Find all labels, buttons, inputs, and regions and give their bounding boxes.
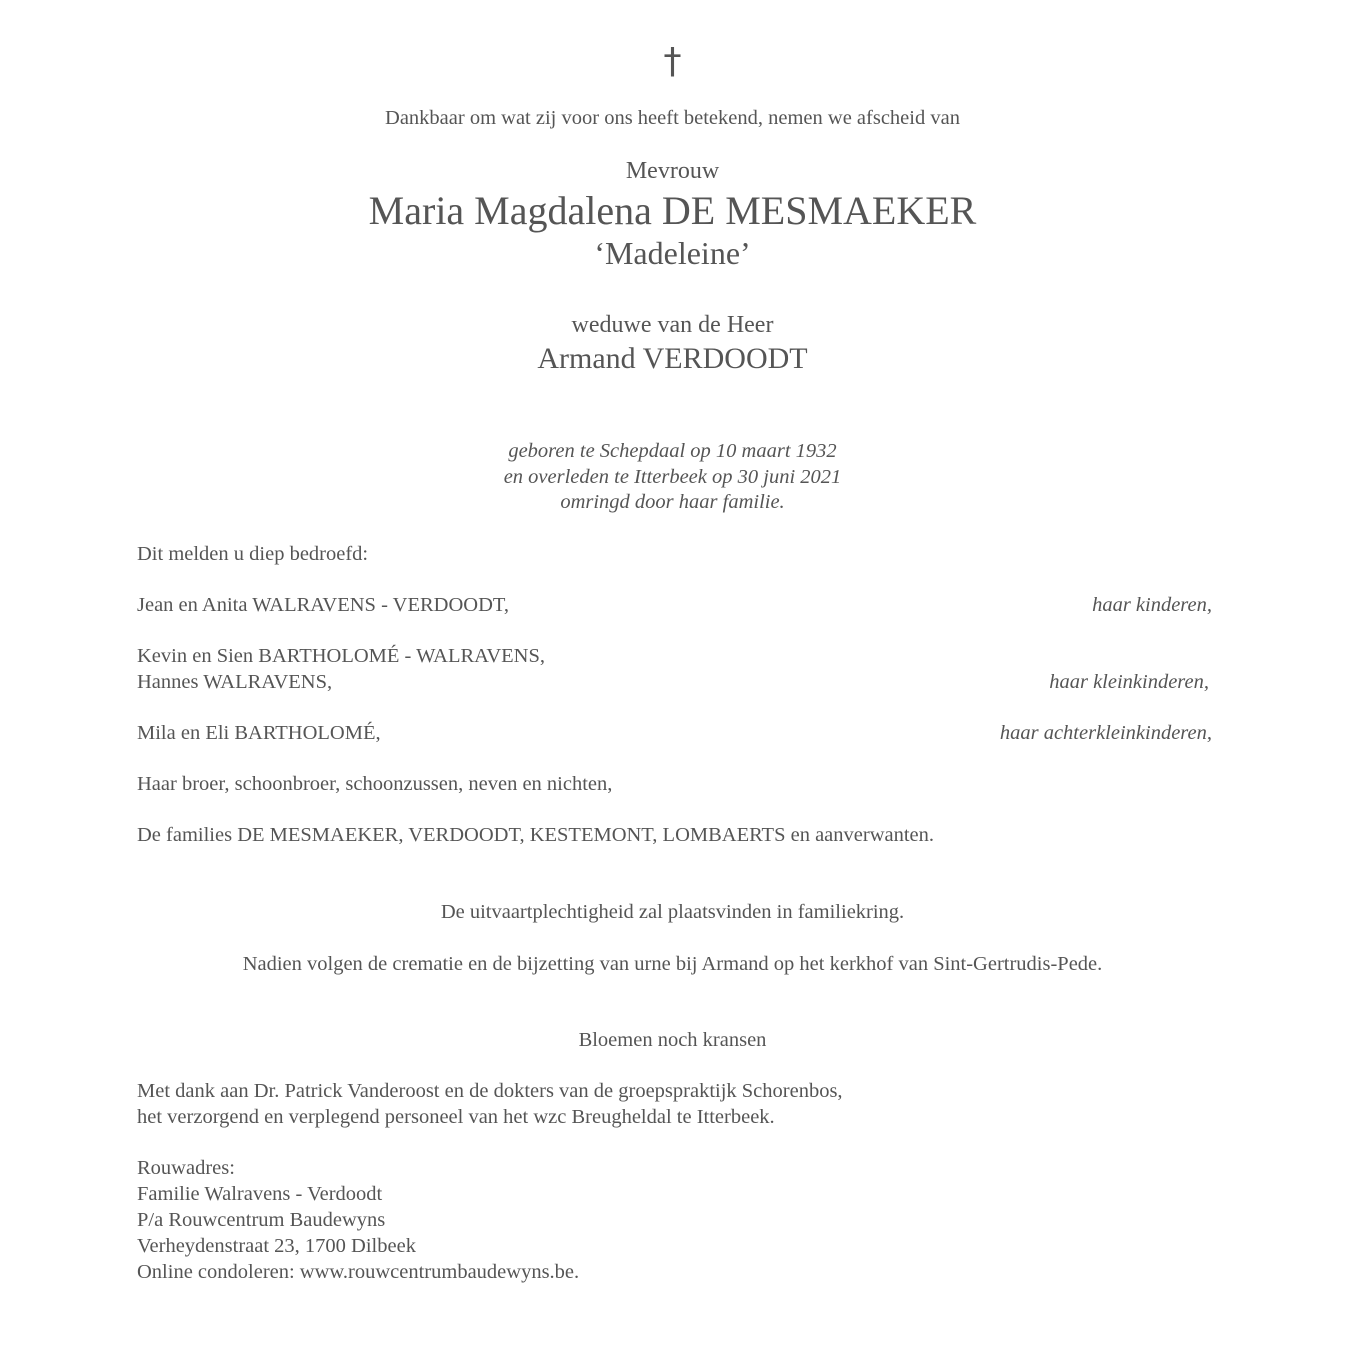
mourner-row-grandchildren <box>137 643 1212 695</box>
great-grandchildren-names: Mila en Eli BARTHOLOMÉ, <box>137 722 381 744</box>
mourner-row-great-grandchildren <box>137 720 1212 746</box>
condolence-line: Online condoleren: www.rouwcentrumbaudewyns.be. <box>137 1261 580 1283</box>
spouse-name: Armand VERDOODT <box>537 342 808 375</box>
cross-icon: † <box>663 41 682 82</box>
families-line: De families DE MESMAEKER, VERDOODT, KESTEMONT, LOMBAERTS en aanverwanten. <box>137 824 935 846</box>
address-line: P/a Rouwcentrum Baudewyns <box>137 1209 386 1231</box>
grandchildren-relation: haar kleinkinderen, <box>1049 671 1209 693</box>
relatives-line: Haar broer, schoonbroer, schoonzussen, neven en nichten, <box>137 773 613 795</box>
address-block <box>137 1155 579 1285</box>
thanks-line: Met dank aan Dr. Patrick Vanderoost en de dokters van de groepspraktijk Schorenbos, <box>137 1080 843 1102</box>
address-line: Familie Walravens - Verdoodt <box>137 1183 383 1205</box>
mourner-row-children <box>137 592 1212 618</box>
announcement-text: Dit melden u diep bedroefd: <box>137 543 369 565</box>
thanks-block <box>137 1078 843 1130</box>
great-grandchildren-relation: haar achterkleinkinderen, <box>999 722 1212 744</box>
intro-text: Dankbaar om wat zij voor ons heeft betekend, nemen we afscheid van <box>385 107 960 129</box>
children-relation: haar kinderen, <box>1092 594 1212 616</box>
cremation-notice: Nadien volgen de crematie en de bijzetting van urne bij Armand op het kerkhof van Sint-Gertrudis-Pede. <box>242 953 1103 975</box>
flowers-notice: Bloemen noch kransen <box>578 1029 767 1051</box>
grandchildren-names-1: Kevin en Sien BARTHOLOMÉ - WALRAVENS, <box>137 645 545 667</box>
deceased-nickname: ‘Madeleine’ <box>594 235 751 271</box>
thanks-line: het verzorgend en verplegend personeel van het wzc Breugheldal te Itterbeek. <box>137 1106 775 1128</box>
deceased-name: Maria Magdalena DE MESMAEKER <box>368 188 977 233</box>
surrounded-line: omringd door haar familie. <box>560 491 785 513</box>
address-line: Verheydenstraat 23, 1700 Dilbeek <box>137 1235 416 1257</box>
birth-line: geboren te Schepdaal op 10 maart 1932 <box>508 440 837 462</box>
address-label: Rouwadres: <box>137 1157 235 1179</box>
funeral-notice: De uitvaartplechtigheid zal plaatsvinden in familiekring. <box>440 901 905 923</box>
children-names: Jean en Anita WALRAVENS - VERDOODT, <box>137 594 510 616</box>
grandchildren-names-2: Hannes WALRAVENS, <box>137 671 333 693</box>
life-dates <box>0 438 1345 515</box>
death-line: en overleden te Itterbeek op 30 juni 2021 <box>503 465 842 488</box>
deceased-title: Mevrouw <box>625 158 720 184</box>
widow-of-text: weduwe van de Heer <box>571 312 774 338</box>
